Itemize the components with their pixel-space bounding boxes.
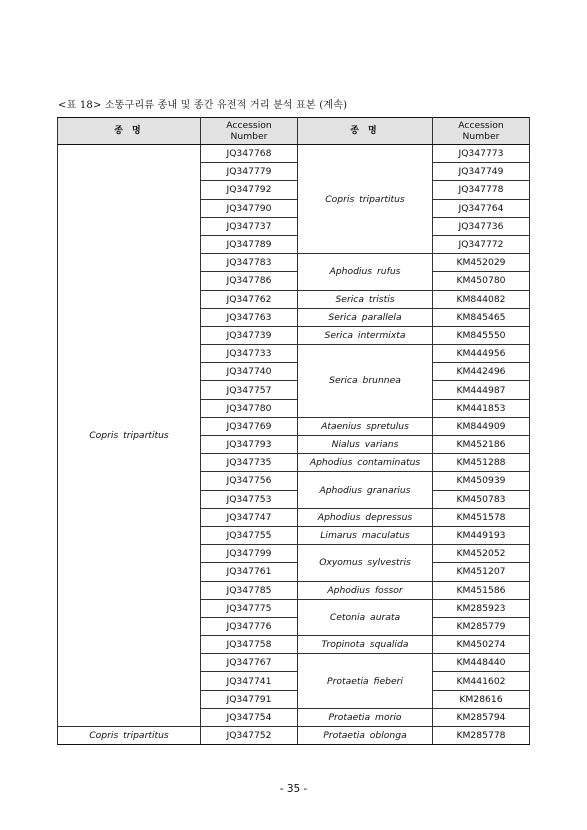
compared-accession-cell: KM451288 (433, 454, 530, 472)
compared-accession-cell: KM442496 (433, 363, 530, 381)
accession-cell: JQ347776 (201, 617, 298, 635)
compared-accession-cell: KM441853 (433, 399, 530, 417)
compared-accession-cell: JQ347749 (433, 163, 530, 181)
accession-cell: JQ347789 (201, 235, 298, 253)
accession-cell: JQ347733 (201, 345, 298, 363)
compared-accession-cell: KM451578 (433, 508, 530, 526)
compared-accession-cell: KM449193 (433, 526, 530, 544)
compared-accession-cell: KM845465 (433, 308, 530, 326)
compared-species-cell: Tropinota squalida (298, 636, 433, 654)
compared-species-cell: Limarus maculatus (298, 526, 433, 544)
accession-cell: JQ347758 (201, 636, 298, 654)
compared-species-cell: Aphodius fossor (298, 581, 433, 599)
compared-species-cell: Copris tripartitus (298, 145, 433, 254)
accession-cell: JQ347780 (201, 399, 298, 417)
accession-cell: JQ347737 (201, 217, 298, 235)
page-number: - 35 - (279, 783, 308, 795)
table-caption: <표 18> 소똥구리류 종내 및 종간 유전적 거리 분석 표본 (계속) (58, 100, 348, 111)
accession-cell: JQ347740 (201, 363, 298, 381)
compared-accession-cell: JQ347772 (433, 235, 530, 253)
accession-cell: JQ347799 (201, 545, 298, 563)
compared-accession-cell: KM285794 (433, 708, 530, 726)
compared-species-cell: Cetonia aurata (298, 599, 433, 635)
compared-accession-cell: KM444987 (433, 381, 530, 399)
accession-cell: JQ347739 (201, 326, 298, 344)
accession-cell: JQ347767 (201, 654, 298, 672)
compared-accession-cell: JQ347764 (433, 199, 530, 217)
compared-accession-cell: KM448440 (433, 654, 530, 672)
compared-accession-cell: KM285779 (433, 617, 530, 635)
accession-cell: JQ347753 (201, 490, 298, 508)
table-body (58, 145, 530, 745)
compared-species-cell: Protaetia oblonga (298, 727, 433, 745)
accession-cell: JQ347791 (201, 690, 298, 708)
accession-cell: JQ347756 (201, 472, 298, 490)
accession-cell: JQ347768 (201, 145, 298, 163)
compared-accession-cell: KM450783 (433, 490, 530, 508)
compared-accession-cell: KM845550 (433, 326, 530, 344)
compared-species-cell: Ataenius spretulus (298, 417, 433, 435)
accession-cell: JQ347761 (201, 563, 298, 581)
accession-cell: JQ347763 (201, 308, 298, 326)
compared-species-cell: Protaetia morio (298, 708, 433, 726)
header-species-1: 종 명 (58, 118, 201, 145)
distance-sample-table (57, 117, 530, 745)
accession-cell: JQ347752 (201, 727, 298, 745)
compared-species-cell: Serica parallela (298, 308, 433, 326)
compared-accession-cell: KM28616 (433, 690, 530, 708)
compared-accession-cell: KM844909 (433, 417, 530, 435)
compared-accession-cell: JQ347778 (433, 181, 530, 199)
compared-species-cell: Protaetia fieberi (298, 654, 433, 709)
accession-cell: JQ347755 (201, 526, 298, 544)
compared-accession-cell: KM452186 (433, 436, 530, 454)
species-cell: Copris tripartitus (58, 145, 201, 727)
header-species-2: 종 명 (298, 118, 433, 145)
compared-species-cell: Aphodius granarius (298, 472, 433, 508)
accession-cell: JQ347747 (201, 508, 298, 526)
accession-cell: JQ347735 (201, 454, 298, 472)
header-accession-2: Accession Number (433, 118, 530, 145)
compared-accession-cell: KM444956 (433, 345, 530, 363)
accession-cell: JQ347786 (201, 272, 298, 290)
table-row (58, 727, 530, 745)
compared-accession-cell: KM452029 (433, 254, 530, 272)
header-accession-1: Accession Number (201, 118, 298, 145)
compared-species-cell: Aphodius rufus (298, 254, 433, 290)
accession-cell: JQ347769 (201, 417, 298, 435)
accession-cell: JQ347741 (201, 672, 298, 690)
compared-accession-cell: KM285923 (433, 599, 530, 617)
compared-accession-cell: KM450939 (433, 472, 530, 490)
compared-accession-cell: KM452052 (433, 545, 530, 563)
compared-accession-cell: KM844082 (433, 290, 530, 308)
accession-cell: JQ347775 (201, 599, 298, 617)
compared-species-cell: Oxyomus sylvestris (298, 545, 433, 581)
compared-species-cell: Serica brunnea (298, 345, 433, 418)
compared-species-cell: Nialus varians (298, 436, 433, 454)
compared-species-cell: Serica intermixta (298, 326, 433, 344)
compared-species-cell: Serica tristis (298, 290, 433, 308)
compared-accession-cell: KM285778 (433, 727, 530, 745)
accession-cell: JQ347779 (201, 163, 298, 181)
compared-species-cell: Aphodius contaminatus (298, 454, 433, 472)
table-header-row (58, 118, 530, 145)
compared-accession-cell: JQ347773 (433, 145, 530, 163)
accession-cell: JQ347785 (201, 581, 298, 599)
species-cell: Copris tripartitus (58, 727, 201, 745)
compared-accession-cell: KM451207 (433, 563, 530, 581)
accession-cell: JQ347762 (201, 290, 298, 308)
accession-cell: JQ347792 (201, 181, 298, 199)
compared-accession-cell: KM441602 (433, 672, 530, 690)
accession-cell: JQ347790 (201, 199, 298, 217)
accession-cell: JQ347793 (201, 436, 298, 454)
compared-accession-cell: KM450274 (433, 636, 530, 654)
compared-accession-cell: JQ347736 (433, 217, 530, 235)
compared-accession-cell: KM450780 (433, 272, 530, 290)
accession-cell: JQ347754 (201, 708, 298, 726)
compared-accession-cell: KM451586 (433, 581, 530, 599)
accession-cell: JQ347783 (201, 254, 298, 272)
table-row (58, 145, 530, 163)
compared-species-cell: Aphodius depressus (298, 508, 433, 526)
accession-cell: JQ347757 (201, 381, 298, 399)
